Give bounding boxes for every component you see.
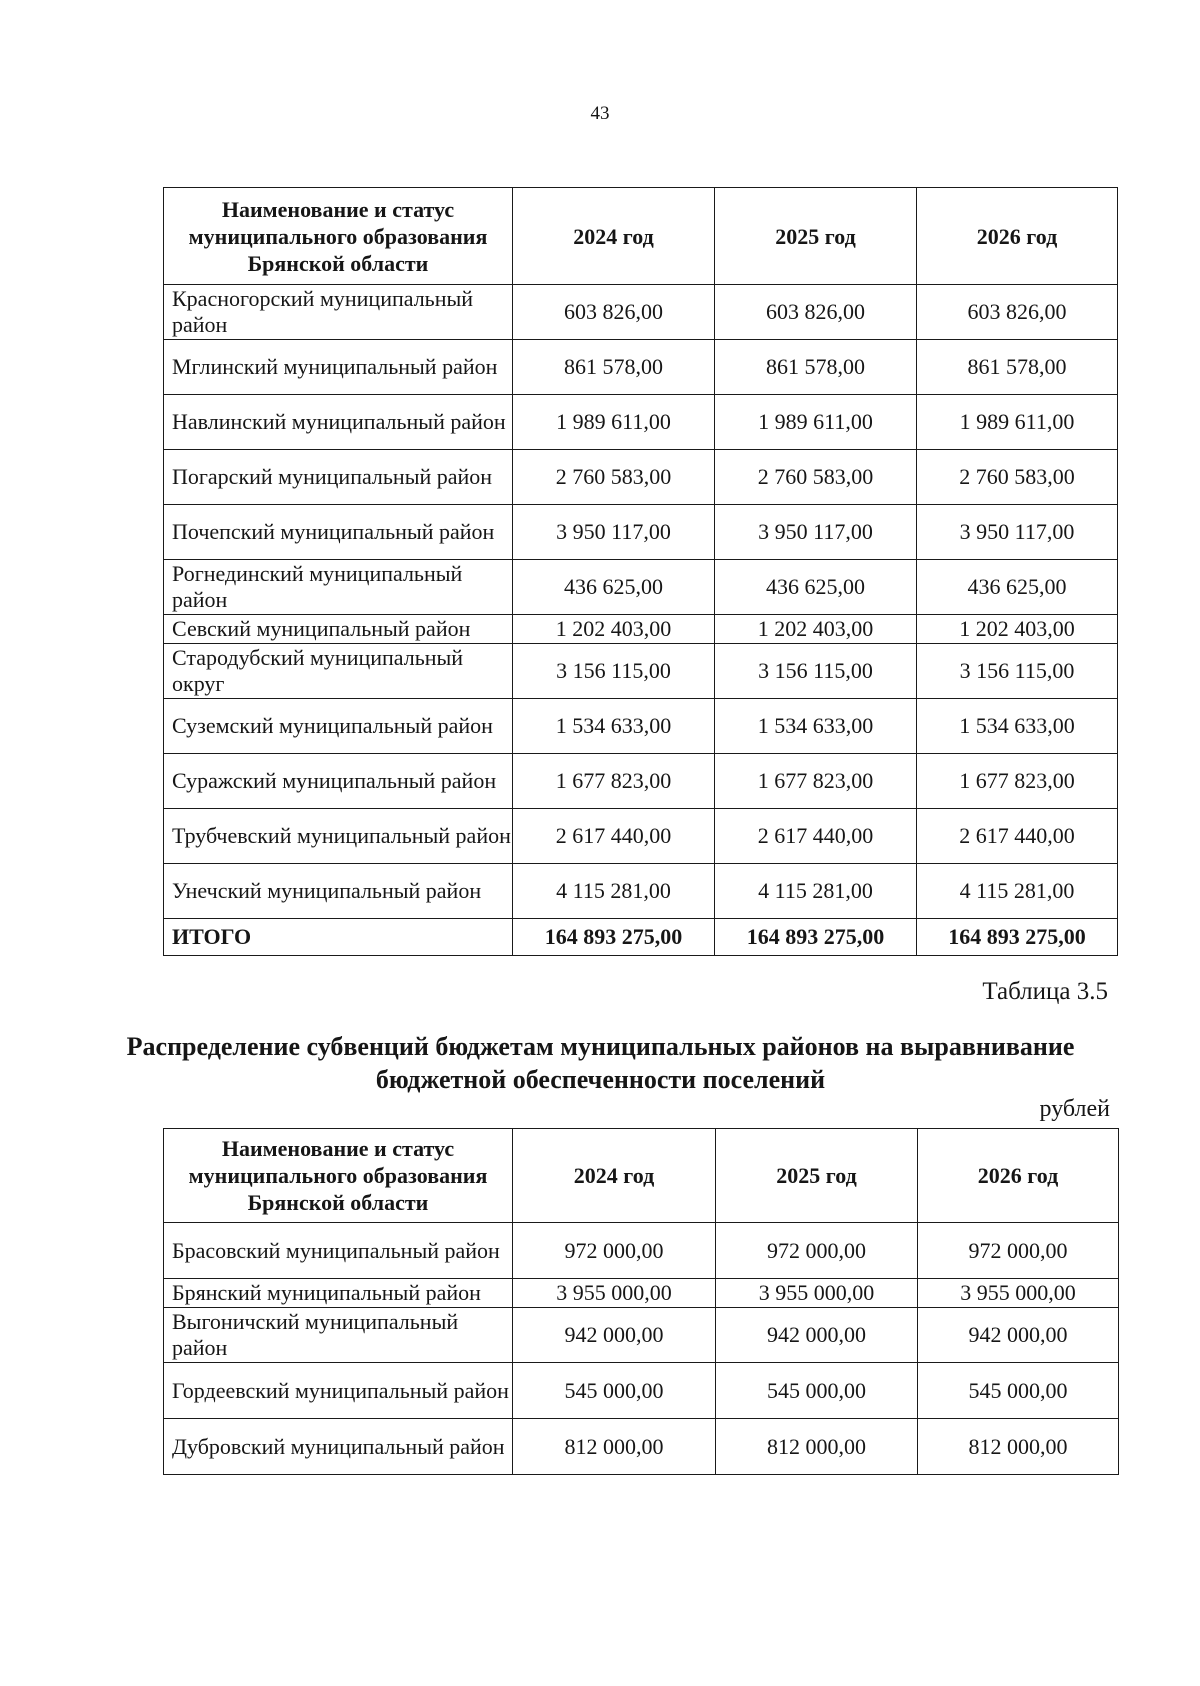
value-2025: 861 578,00	[715, 340, 917, 395]
value-2024: 545 000,00	[513, 1363, 716, 1419]
total-2025: 164 893 275,00	[715, 919, 917, 956]
district-name: Брасовский муниципальный район	[164, 1223, 513, 1279]
column-header-2025: 2025 год	[715, 188, 917, 285]
value-2025: 2 617 440,00	[715, 809, 917, 864]
table-row	[164, 809, 1118, 864]
column-header-2026: 2026 год	[917, 188, 1118, 285]
district-name: Брянский муниципальный район	[164, 1279, 513, 1308]
value-2026: 436 625,00	[917, 560, 1118, 615]
value-2026: 2 617 440,00	[917, 809, 1118, 864]
district-name: Выгоничский муниципальный район	[164, 1308, 513, 1363]
table-row	[164, 644, 1118, 699]
column-header-2024: 2024 год	[513, 188, 715, 285]
value-2024: 3 955 000,00	[513, 1279, 716, 1308]
value-2026: 1 989 611,00	[917, 395, 1118, 450]
district-name: Севский муниципальный район	[164, 615, 513, 644]
value-2026: 861 578,00	[917, 340, 1118, 395]
value-2025: 1 677 823,00	[715, 754, 917, 809]
page-number: 43	[590, 103, 610, 124]
value-2024: 812 000,00	[513, 1419, 716, 1475]
district-name: Красногорский муниципальный район	[164, 285, 513, 340]
value-2025: 603 826,00	[715, 285, 917, 340]
district-name: Гордеевский муниципальный район	[164, 1363, 513, 1419]
table-caption: Таблица 3.5	[982, 978, 1108, 1005]
value-2026: 3 156 115,00	[917, 644, 1118, 699]
district-name: Рогнединский муниципальный район	[164, 560, 513, 615]
table-row	[164, 1279, 1119, 1308]
value-2026: 812 000,00	[918, 1419, 1119, 1475]
total-2024: 164 893 275,00	[513, 919, 715, 956]
value-2024: 1 989 611,00	[513, 395, 715, 450]
district-name: Дубровский муниципальный район	[164, 1419, 513, 1475]
value-2025: 1 989 611,00	[715, 395, 917, 450]
value-2026: 2 760 583,00	[917, 450, 1118, 505]
table-row	[164, 1419, 1119, 1475]
total-2026: 164 893 275,00	[917, 919, 1118, 956]
district-name: Унечский муниципальный район	[164, 864, 513, 919]
value-2024: 3 156 115,00	[513, 644, 715, 699]
value-2024: 861 578,00	[513, 340, 715, 395]
district-name: Трубчевский муниципальный район	[164, 809, 513, 864]
district-name: Суземский муниципальный район	[164, 699, 513, 754]
value-2026: 1 677 823,00	[917, 754, 1118, 809]
value-2026: 1 534 633,00	[917, 699, 1118, 754]
value-2026: 603 826,00	[917, 285, 1118, 340]
table-row	[164, 699, 1118, 754]
value-2024: 942 000,00	[513, 1308, 716, 1363]
table-row	[164, 560, 1118, 615]
value-2024: 2 617 440,00	[513, 809, 715, 864]
table-title: Распределение субвенций бюджетам муниципальных районов на выравнивание бюджетной обеспеченности поселений	[126, 1032, 1075, 1094]
column-header-name: Наименование и статус муниципального образования Брянской области	[164, 1129, 513, 1223]
value-2026: 4 115 281,00	[917, 864, 1118, 919]
total-label: ИТОГО	[164, 919, 513, 956]
table-row	[164, 395, 1118, 450]
column-header-2026: 2026 год	[918, 1129, 1119, 1223]
district-name: Погарский муниципальный район	[164, 450, 513, 505]
value-2024: 1 202 403,00	[513, 615, 715, 644]
table-row	[164, 340, 1118, 395]
value-2025: 3 156 115,00	[715, 644, 917, 699]
table-row	[164, 754, 1118, 809]
table-header-row	[164, 188, 1118, 285]
value-2024: 3 950 117,00	[513, 505, 715, 560]
column-header-2024: 2024 год	[513, 1129, 716, 1223]
value-2025: 812 000,00	[716, 1419, 918, 1475]
value-2025: 3 955 000,00	[716, 1279, 918, 1308]
value-2025: 436 625,00	[715, 560, 917, 615]
district-name: Мглинский муниципальный район	[164, 340, 513, 395]
value-2024: 603 826,00	[513, 285, 715, 340]
value-2024: 436 625,00	[513, 560, 715, 615]
column-header-2025: 2025 год	[716, 1129, 918, 1223]
table-row	[164, 505, 1118, 560]
value-2025: 2 760 583,00	[715, 450, 917, 505]
column-header-name: Наименование и статус муниципального образования Брянской области	[164, 188, 513, 285]
table-row	[164, 1223, 1119, 1279]
value-2026: 3 950 117,00	[917, 505, 1118, 560]
value-2026: 942 000,00	[918, 1308, 1119, 1363]
units-label: рублей	[1039, 1096, 1110, 1122]
value-2026: 3 955 000,00	[918, 1279, 1119, 1308]
value-2024: 972 000,00	[513, 1223, 716, 1279]
value-2026: 545 000,00	[918, 1363, 1119, 1419]
value-2026: 972 000,00	[918, 1223, 1119, 1279]
table-row	[164, 1363, 1119, 1419]
district-name: Почепский муниципальный район	[164, 505, 513, 560]
value-2025: 942 000,00	[716, 1308, 918, 1363]
district-name: Суражский муниципальный район	[164, 754, 513, 809]
subvention-table	[163, 1128, 1119, 1475]
value-2026: 1 202 403,00	[917, 615, 1118, 644]
value-2025: 4 115 281,00	[715, 864, 917, 919]
value-2025: 3 950 117,00	[715, 505, 917, 560]
value-2024: 1 534 633,00	[513, 699, 715, 754]
table-row	[164, 864, 1118, 919]
district-name: Стародубский муниципальный округ	[164, 644, 513, 699]
district-name: Навлинский муниципальный район	[164, 395, 513, 450]
value-2025: 972 000,00	[716, 1223, 918, 1279]
value-2024: 1 677 823,00	[513, 754, 715, 809]
value-2024: 4 115 281,00	[513, 864, 715, 919]
table-row	[164, 1308, 1119, 1363]
subsidy-table-continued	[163, 187, 1118, 956]
table-total-row	[164, 919, 1118, 956]
table-row	[164, 285, 1118, 340]
table-header-row	[164, 1129, 1119, 1223]
value-2025: 545 000,00	[716, 1363, 918, 1419]
value-2024: 2 760 583,00	[513, 450, 715, 505]
table-row	[164, 615, 1118, 644]
value-2025: 1 202 403,00	[715, 615, 917, 644]
value-2025: 1 534 633,00	[715, 699, 917, 754]
table-row	[164, 450, 1118, 505]
